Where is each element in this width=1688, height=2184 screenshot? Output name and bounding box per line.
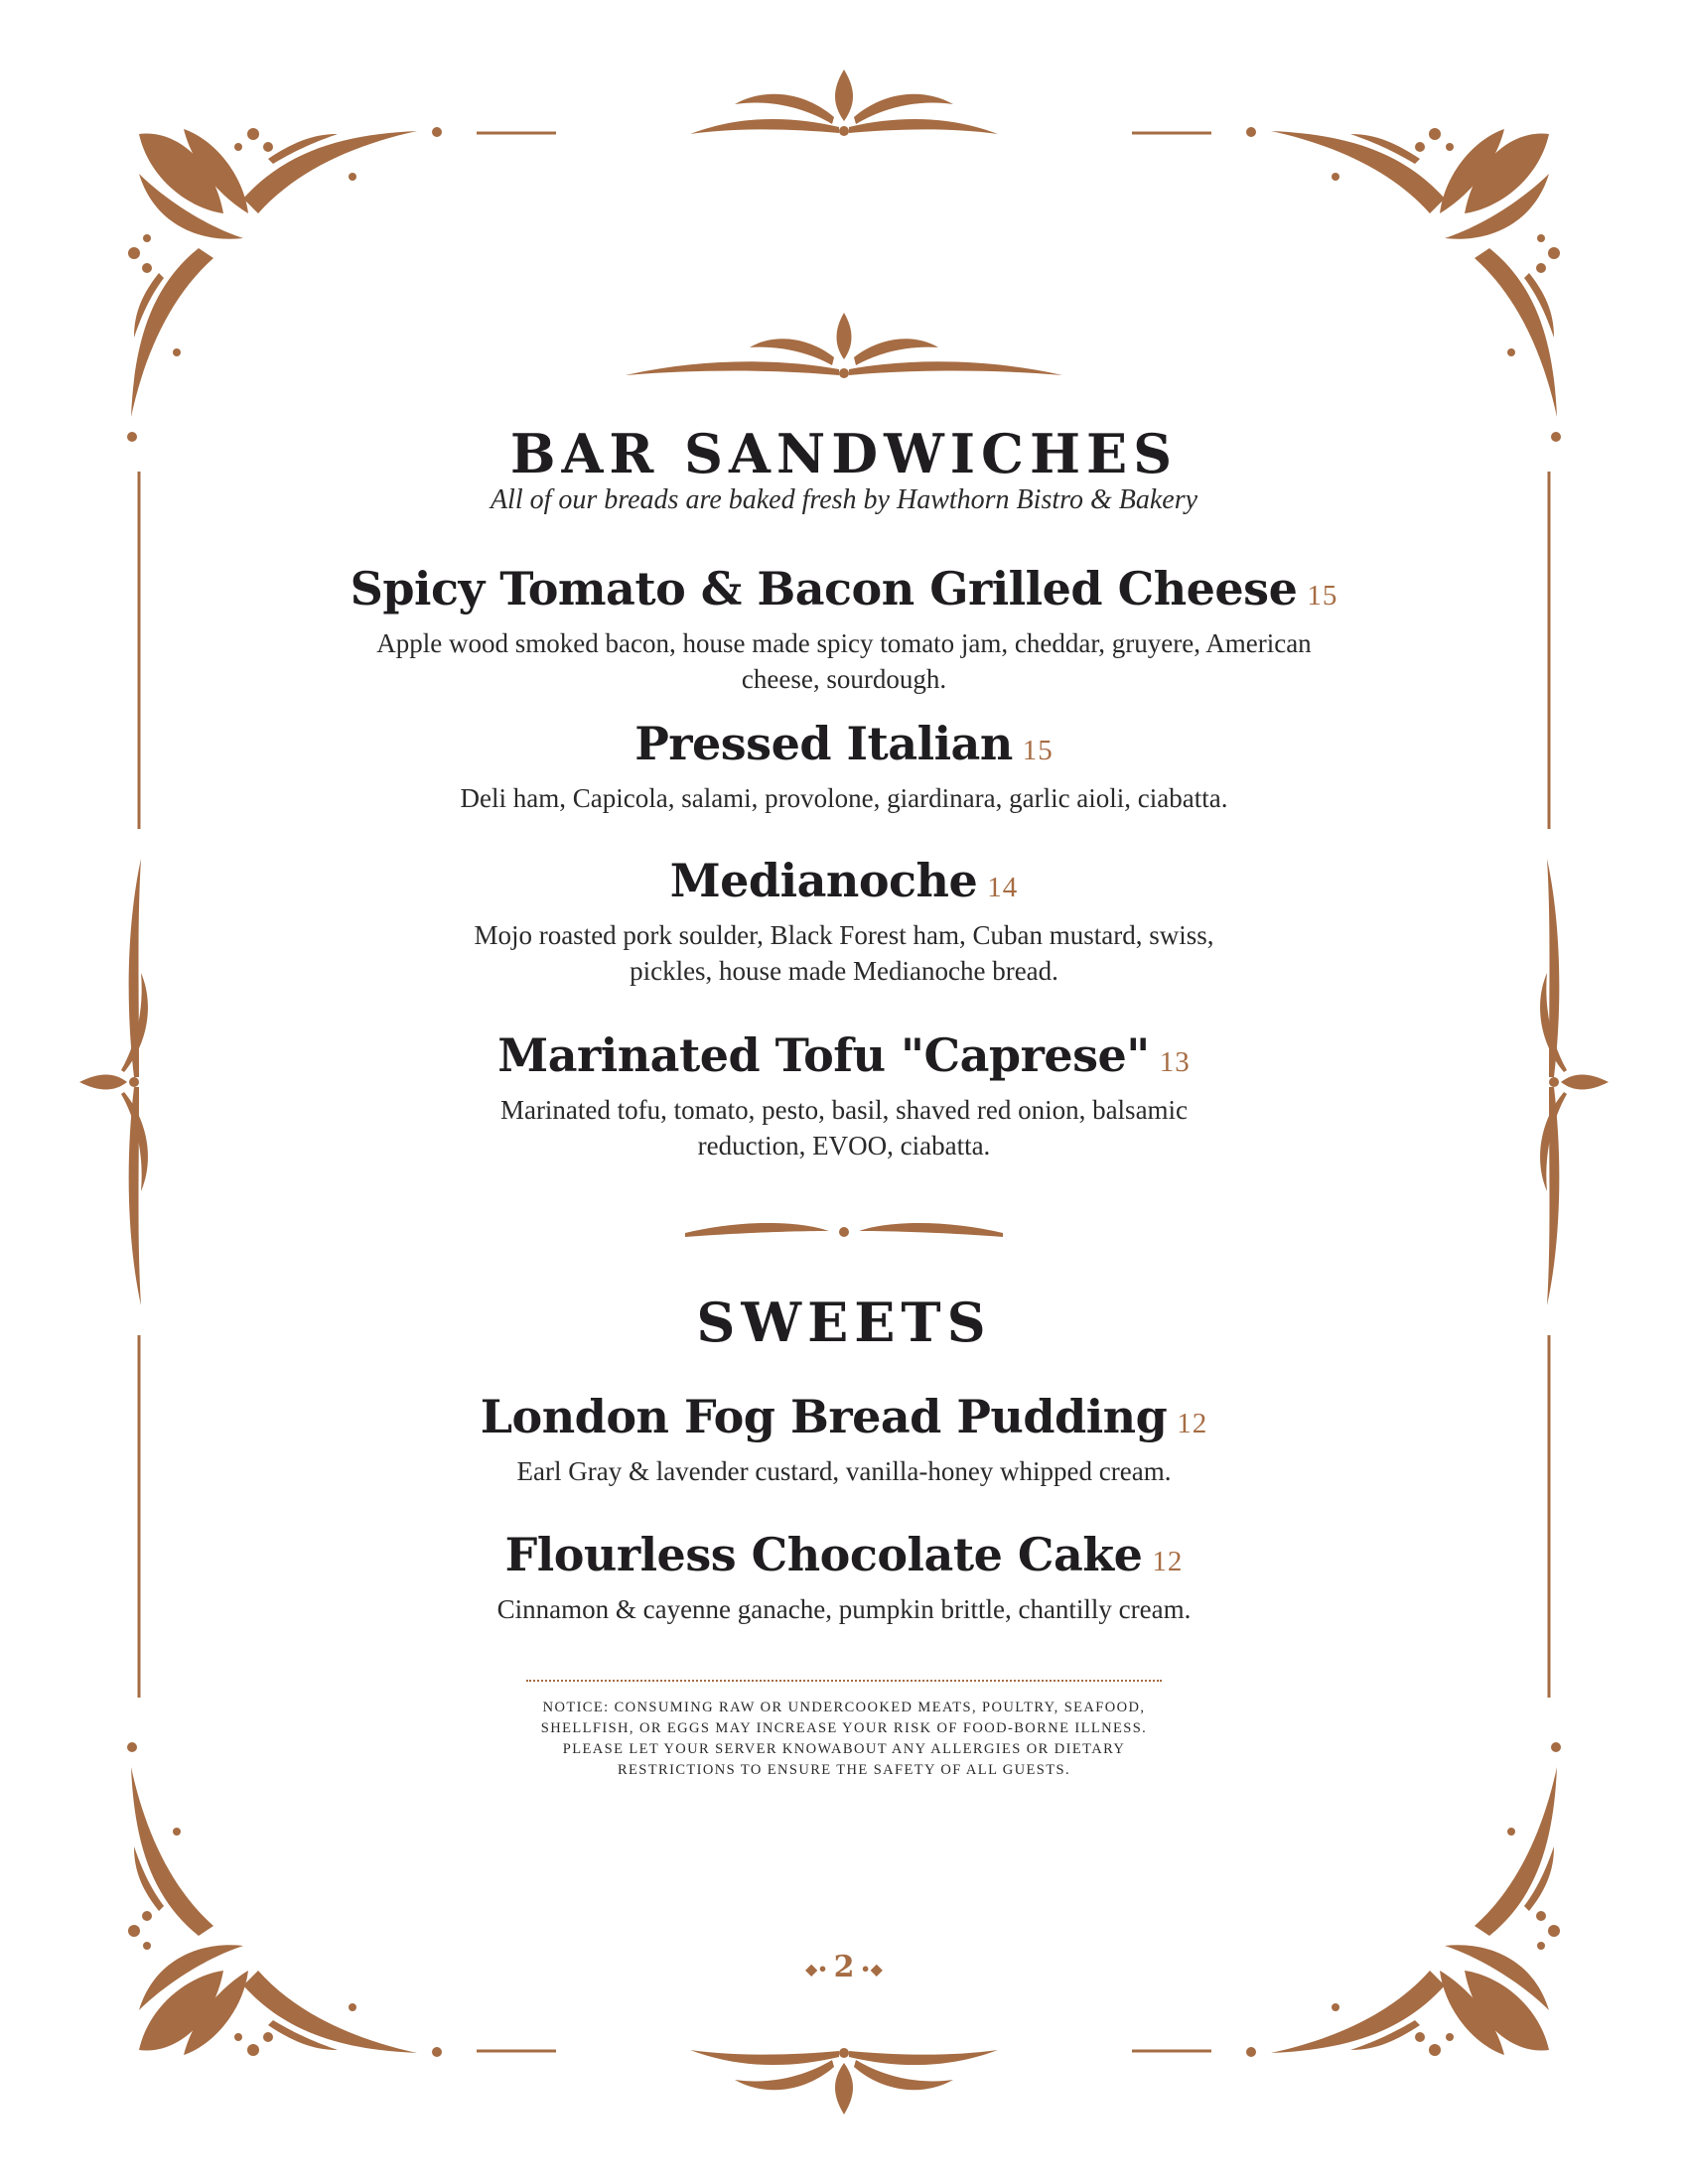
diamond-icon: •◆ bbox=[860, 1959, 883, 1979]
item-name: Flourless Chocolate Cake bbox=[504, 1528, 1143, 1581]
bar-sandwiches-subtitle: All of our breads are baked fresh by Hawthorn Bistro & Bakery bbox=[490, 484, 1198, 515]
menu-item bbox=[338, 715, 1350, 816]
item-description: Apple wood smoked bacon, house made spicy tomato jam, cheddar, gruyere, American cheese, sourdough. bbox=[376, 628, 1312, 694]
item-name: Marinated Tofu "Caprese" bbox=[497, 1028, 1150, 1082]
item-price: 13 bbox=[1159, 1046, 1191, 1078]
notice-divider bbox=[526, 1680, 1162, 1682]
item-price: 15 bbox=[1022, 735, 1054, 766]
item-price: 12 bbox=[1177, 1408, 1208, 1439]
item-name: London Fog Bread Pudding bbox=[480, 1390, 1168, 1443]
item-price: 14 bbox=[987, 872, 1019, 903]
menu-item bbox=[338, 1388, 1350, 1489]
page-number bbox=[0, 1950, 1688, 1984]
item-price: 15 bbox=[1307, 580, 1338, 612]
page-number-value: 2 bbox=[833, 1950, 855, 1984]
menu-item bbox=[338, 1526, 1350, 1627]
item-description: Cinnamon & cayenne ganache, pumpkin brittle, chantilly cream. bbox=[496, 1594, 1192, 1624]
diamond-icon: ◆• bbox=[805, 1959, 828, 1979]
item-description: Marinated tofu, tomato, pesto, basil, shaved red onion, balsamic reduction, EVOO, ciabatta. bbox=[499, 1095, 1189, 1160]
item-name: Medianoche bbox=[669, 854, 978, 907]
menu-item bbox=[338, 560, 1350, 697]
allergy-notice: NOTICE: CONSUMING RAW OR UNDERCOOKED MEATS, POULTRY, SEAFOOD, SHELLFISH, OR EGGS MAY INCREASE YOUR RISK OF FOOD-BORNE ILLNESS. PLEASE LET YOUR SERVER KNOWABOUT ANY ALLERGIES OR DIETARY RESTRICTIONS TO ENSURE THE SAFETY OF ALL GUESTS. bbox=[540, 1700, 1148, 1778]
item-description: Deli ham, Capicola, salami, provolone, giardinara, garlic aioli, ciabatta. bbox=[460, 783, 1228, 813]
menu-item bbox=[338, 1026, 1350, 1163]
item-description: Earl Gray & lavender custard, vanilla-honey whipped cream. bbox=[516, 1456, 1172, 1486]
bar-sandwiches-title: BAR SANDWICHES bbox=[509, 422, 1179, 485]
menu-item bbox=[338, 852, 1350, 989]
item-name: Pressed Italian bbox=[634, 717, 1013, 770]
item-price: 12 bbox=[1152, 1546, 1184, 1577]
item-name: Spicy Tomato & Bacon Grilled Cheese bbox=[350, 562, 1298, 615]
item-description: Mojo roasted pork soulder, Black Forest ham, Cuban mustard, swiss, pickles, house made Medianoche bread. bbox=[474, 920, 1214, 986]
sweets-title: SWEETS bbox=[696, 1291, 992, 1354]
